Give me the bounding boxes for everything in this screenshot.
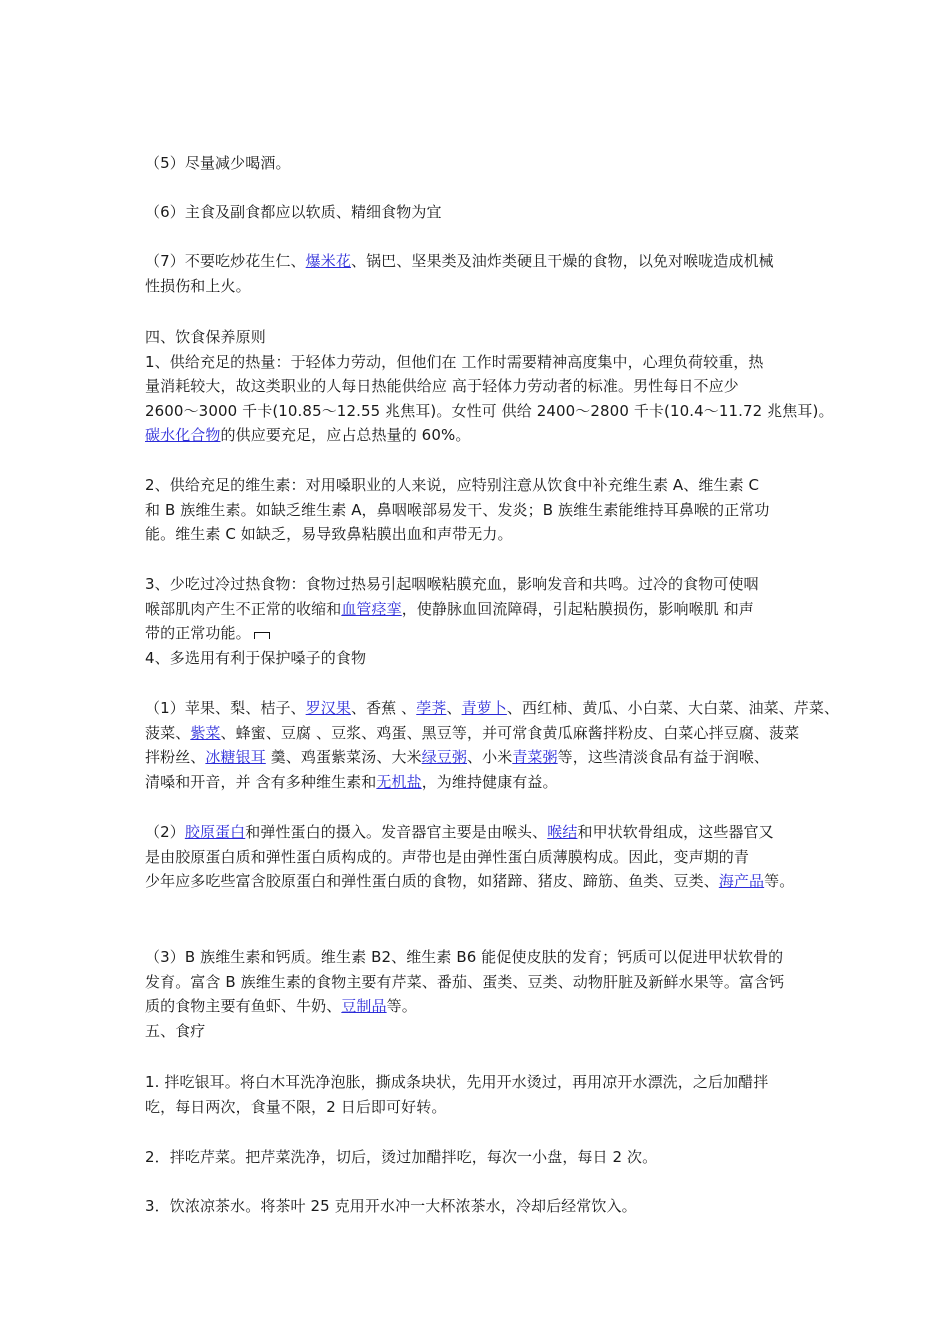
text-line [145, 621, 815, 646]
link-soy-products[interactable]: 豆制品 [341, 997, 387, 1015]
text-line: 2、供给充足的维生素：对用嗓职业的人来说，应特别注意从饮食中补充维生素 A、维生素 C [145, 476, 760, 494]
link-green-radish[interactable]: 青萝卜 [461, 699, 507, 717]
section-heading: 五、食疗 [145, 1021, 206, 1040]
text-line [145, 745, 815, 770]
text-line: 是由胶原蛋白质和弹性蛋白质构成的。声带也是由弹性蛋白质薄膜构成。因此，变声期的青 [145, 847, 750, 866]
link-vegetable-porridge[interactable]: 青菜粥 [512, 748, 558, 766]
text-line [145, 994, 815, 1019]
link-seafood[interactable]: 海产品 [718, 872, 765, 890]
text-segment: 带的正常功能。 [145, 624, 251, 642]
link-carbohydrate[interactable]: 碳水化合物 [145, 426, 221, 444]
link-mung-bean-porridge[interactable]: 绿豆粥 [421, 748, 467, 766]
text-line: 能。维生素 C 如缺乏，易导致鼻粘膜出血和声带无力。 [145, 525, 513, 543]
text-line [145, 696, 840, 721]
link-luohanguo[interactable]: 罗汉果 [305, 699, 351, 717]
link-water-chestnut[interactable]: 荸荠 [416, 699, 447, 717]
text-segment: 和弹性蛋白的摄入。发音器官主要是由喉头、 [245, 823, 548, 841]
section-heading: 四、饮食保养原则 [145, 328, 266, 346]
text-segment: 的供应要充足，应占总热量的 60%。 [220, 426, 471, 444]
text-segment: 、小米 [467, 748, 513, 766]
text-line [145, 820, 815, 845]
link-tremella[interactable]: 冰糖银耳 [205, 748, 266, 766]
text-line [145, 721, 815, 746]
item-7 [145, 249, 815, 298]
text-segment: 羹、鸡蛋紫菜汤、大米 [265, 748, 422, 766]
text-segment: （1）苹果、梨、桔子、 [145, 699, 306, 717]
text-line: 量消耗较大，故这类职业的人每日热能供给应 高于轻体力劳动者的标准。男性每日不应少 [145, 377, 739, 395]
paragraph-temperature [145, 572, 815, 670]
therapy-3 [145, 1194, 815, 1219]
paragraph-vitamins [145, 473, 815, 547]
text-segment: 和甲状软骨组成，这些器官又 [577, 823, 774, 841]
link-popcorn[interactable]: 爆米花 [305, 252, 351, 270]
text-line: 吃，每日两次，食量不限，2 日后即可好转。 [145, 1097, 447, 1116]
link-adams-apple[interactable]: 喉结 [547, 823, 578, 841]
text-segment: 喉部肌肉产生不正常的收缩和 [145, 599, 342, 618]
text-segment: ，使静脉血回流障碍，引起粘膜损伤，影响喉肌 和声 [401, 599, 754, 618]
therapy-2 [145, 1145, 815, 1170]
text-segment: ，为维持健康有益。 [421, 772, 558, 791]
text-segment: （2） [145, 823, 185, 841]
text-segment: 、蜂蜜、豆腐 、豆浆、鸡蛋、黑豆等，并可常食黄瓜麻酱拌粉皮、白菜心拌豆腐、菠菜 [220, 723, 800, 742]
text-segment: 菠菜、 [145, 723, 191, 742]
text-line [145, 597, 815, 622]
text-segment: 等。 [764, 872, 795, 890]
text-segment: 少年应多吃些富含胶原蛋白和弹性蛋白质的食物，如猪蹄、猪皮、蹄筋、鱼类、豆类、 [145, 872, 719, 890]
text-segment: 等。 [386, 997, 417, 1015]
text-line: 1. 拌吃银耳。将白木耳洗净泡胀，撕成条块状，先用开水烫过，再用凉开水漂洗，之后加醋拌 [145, 1073, 769, 1091]
food-item-3 [145, 945, 815, 1043]
text-line: （3）B 族维生素和钙质。维生素 B2、维生素 B6 能促使皮肤的发育；钙质可以促进甲状软骨的 [145, 948, 784, 966]
text-segment: 拌粉丝、 [145, 748, 206, 766]
text-line: 和 B 族维生素。如缺乏维生素 A，鼻咽喉部易发干、发炎；B 族维生素能维持耳鼻喉的正常功 [145, 500, 770, 519]
text-segment: 等，这些清淡食品有益于润喉、 [557, 748, 770, 766]
link-laver[interactable]: 紫菜 [190, 723, 221, 742]
text-segment: 清嗓和开音，并 含有多种维生素和 [145, 772, 377, 791]
text-segment: （7）不要吃炒花生仁、 [145, 252, 306, 270]
section-4-block [145, 325, 834, 448]
text-line: 性损伤和上火。 [145, 276, 251, 295]
link-inorganic-salt[interactable]: 无机盐 [376, 772, 422, 791]
text-segment: 、 [446, 699, 462, 717]
text-segment: 、西红柿、黄瓜、小白菜、大白菜、油菜、芹菜、 [506, 699, 840, 717]
text-line: （6）主食及副食都应以软质、精细食物为宜 [145, 203, 442, 221]
text-line [145, 869, 815, 894]
text-line: 1、供给充足的热量：于轻体力劳动，但他们在 工作时需要精神高度集中，心理负荷较重，热 [145, 352, 764, 371]
text-line [145, 770, 815, 795]
text-line: 2．拌吃芹菜。把芹菜洗净，切后，烫过加醋拌吃，每次一小盘，每日 2 次。 [145, 1148, 658, 1166]
return-mark-icon [254, 632, 270, 639]
text-line: 3、少吃过冷过热食物：食物过热易引起咽喉粘膜充血，影响发音和共鸣。过冷的食物可使咽 [145, 575, 759, 593]
text-line: （5）尽量减少喝酒。 [145, 154, 291, 172]
text-line: 2600～3000 千卡(10.85～12.55 兆焦耳)。女性可 供给 2400～2800 千卡(10.4～11.72 兆焦耳)。 [145, 401, 834, 420]
food-item-1 [145, 696, 840, 794]
text-line [145, 423, 815, 448]
text-segment: 、香蕉 、 [350, 699, 417, 717]
item-5 [145, 151, 815, 176]
item-6 [145, 200, 815, 225]
link-vasospasm[interactable]: 血管痉挛 [341, 599, 402, 618]
link-collagen[interactable]: 胶原蛋白 [184, 823, 246, 841]
text-line: 发育。富含 B 族维生素的食物主要有芹菜、番茄、蛋类、豆类、动物肝脏及新鲜水果等。富含钙 [145, 972, 785, 991]
text-line: 3．饮浓凉茶水。将茶叶 25 克用开水冲一大杯浓茶水，冷却后经常饮入。 [145, 1197, 637, 1215]
food-item-2 [145, 820, 815, 894]
text-line [145, 249, 815, 274]
text-segment: 、锅巴、坚果类及油炸类硬且干燥的食物，以免对喉咙造成机械 [350, 252, 774, 270]
therapy-1 [145, 1070, 815, 1119]
text-line: 4、多选用有利于保护嗓子的食物 [145, 648, 367, 667]
text-segment: 质的食物主要有鱼虾、牛奶、 [145, 997, 342, 1015]
